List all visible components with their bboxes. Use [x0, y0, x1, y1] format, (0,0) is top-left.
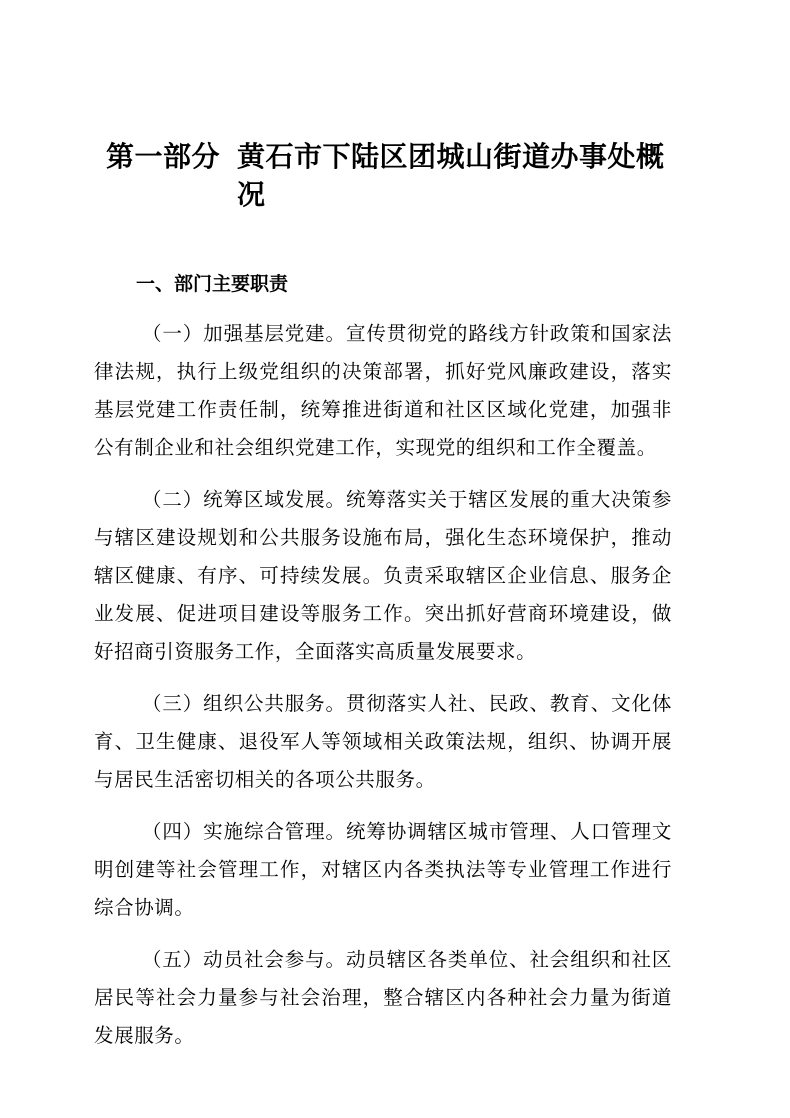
duty-paragraph-4: （四）实施综合管理。统筹协调辖区城市管理、人口管理文明创建等社会管理工作，对辖区内各类执法等专业管理工作进行综合协调。 [94, 820, 672, 919]
title-part-label: 第一部分 [106, 140, 221, 173]
title-organization-name: 黄石市下陆区团城山街道办事处概况 [237, 140, 665, 211]
duty-paragraph-5: （五）动员社会参与。动员辖区各类单位、社会组织和社区居民等社会力量参与社会治理，整合辖区内各种社会力量为街道发展服务。 [94, 948, 672, 1047]
duty-paragraph-1: （一）加强基层党建。宣传贯彻党的路线方针政策和国家法律法规，执行上级党组织的决策部署，抓好党风廉政建设，落实基层党建工作责任制，统筹推进街道和社区区域化党建，加强非公有制企业和社会组织党建工作，实现党的组织和工作全覆盖。 [94, 322, 672, 459]
section-heading: 一、部门主要职责 [136, 273, 289, 295]
page-title [106, 138, 706, 214]
duty-paragraph-2: （二）统筹区域发展。统筹落实关于辖区发展的重大决策参与辖区建设规划和公共服务设施布局，强化生态环境保护，推动辖区健康、有序、可持续发展。负责采取辖区企业信息、服务企业发展、促进项目建设等服务工作。突出抓好营商环境建设，做好招商引资服务工作，全面落实高质量发展要求。 [94, 488, 672, 663]
duties-body [94, 315, 672, 1069]
duty-paragraph-3: （三）组织公共服务。贯彻落实人社、民政、教育、文化体育、卫生健康、退役军人等领域相关政策法规，组织、协调开展与居民生活密切相关的各项公共服务。 [94, 692, 672, 791]
